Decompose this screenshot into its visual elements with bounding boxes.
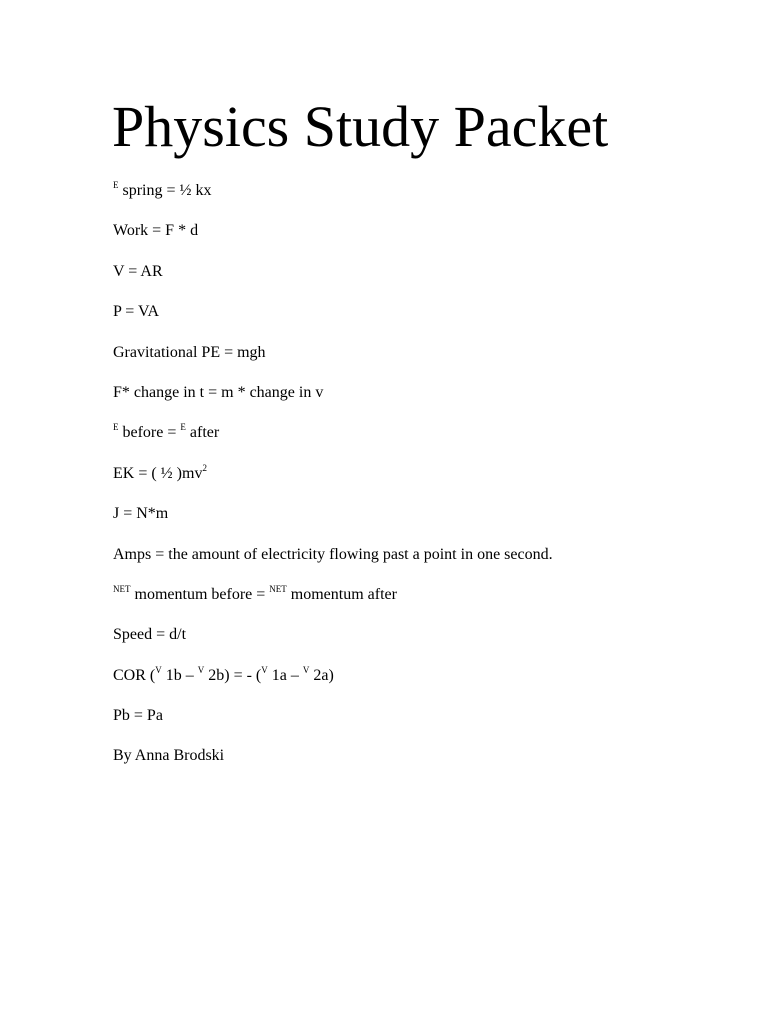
formula-power: P = VA: [113, 303, 160, 321]
formula-cor: [113, 663, 753, 703]
formula-text: 1b –: [161, 666, 198, 684]
author-credit: By Anna Brodski: [113, 747, 225, 765]
formula-speed: Speed = d/t: [113, 626, 187, 644]
definition-amps: Amps = the amount of electricity flowing past a point in one second.: [113, 545, 553, 563]
superscript: E: [113, 422, 119, 433]
formula-momentum: [113, 582, 753, 622]
formula-text: momentum after: [286, 585, 397, 603]
formula-text: after: [185, 424, 220, 442]
formula-spring-energy: [113, 178, 753, 218]
formula-text: momentum before =: [130, 585, 270, 603]
formula-list: [113, 178, 753, 784]
superscript: E: [113, 180, 119, 190]
superscript: V: [155, 664, 162, 675]
document-title: Physics Study Packet: [112, 94, 609, 159]
formula-voltage: V = AR: [113, 262, 163, 280]
formula-energy-conservation: [113, 420, 753, 460]
formula-text: COR (: [113, 666, 156, 684]
superscript: V: [261, 664, 268, 675]
formula-text: 2a): [309, 666, 334, 684]
formula-gravitational-pe: Gravitational PE = mgh: [113, 343, 266, 361]
superscript: V: [302, 664, 310, 675]
superscript: E: [180, 422, 186, 433]
formula-text: EK = ( ½ )mv: [113, 464, 203, 482]
superscript: 2: [202, 462, 207, 473]
formula-text: spring = ½ kx: [118, 182, 212, 199]
formula-text: 2b) = - (: [204, 666, 262, 684]
formula-joule: J = N*m: [113, 505, 169, 523]
superscript: NET: [113, 583, 131, 594]
formula-pressure: Pb = Pa: [113, 707, 163, 725]
superscript: V: [197, 664, 205, 675]
superscript: NET: [269, 583, 287, 594]
formula-text: before =: [118, 424, 181, 442]
formula-text: 1a –: [267, 666, 303, 684]
formula-impulse: F* change in t = m * change in v: [113, 383, 324, 401]
formula-kinetic-energy: [113, 461, 753, 501]
formula-work: Work = F * d: [113, 222, 199, 240]
